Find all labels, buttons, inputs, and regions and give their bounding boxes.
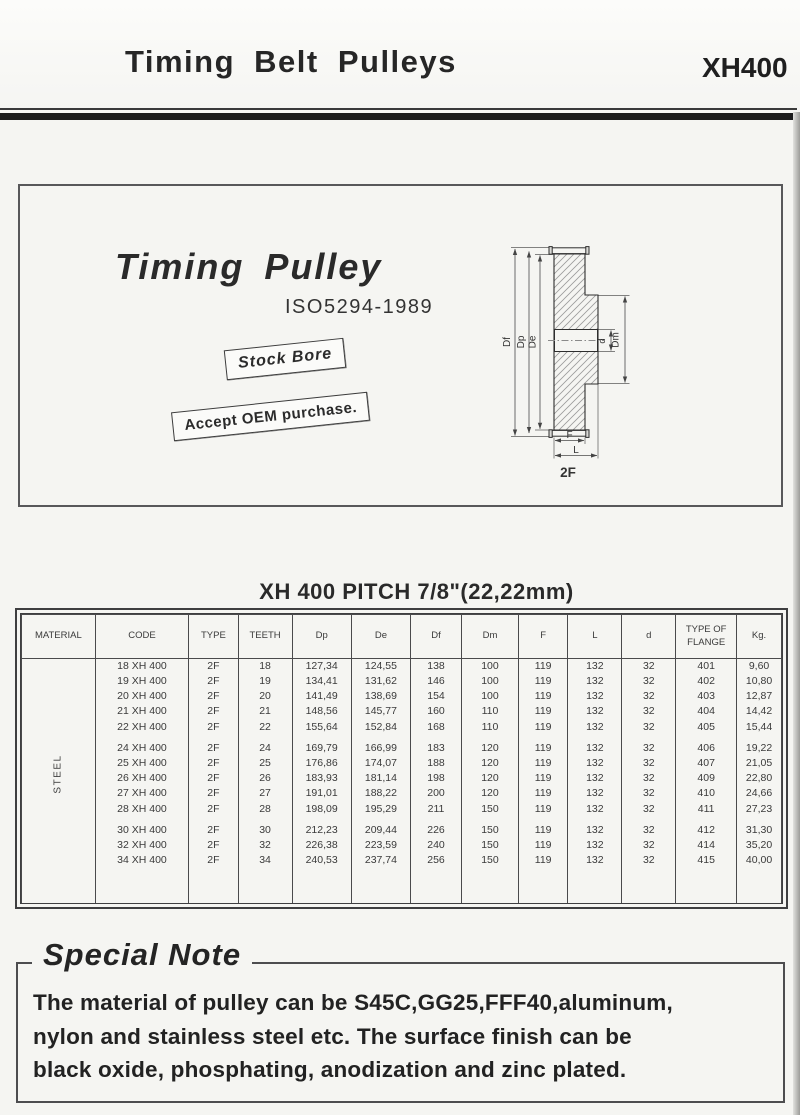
col-header-f: F <box>518 615 567 659</box>
col-header-type: TYPE <box>189 615 238 659</box>
table-cell: 120 <box>461 756 518 771</box>
table-cell: 132 <box>568 705 622 720</box>
table-cell: 2F <box>189 838 238 853</box>
table-cell: 27,23 <box>737 802 782 817</box>
table-cell: 183 <box>411 741 462 756</box>
table-cell: 119 <box>518 787 567 802</box>
table-cell: 119 <box>518 705 567 720</box>
table-cell: 18 <box>238 659 292 675</box>
table-row <box>22 802 782 817</box>
table-cell: 256 <box>411 853 462 868</box>
table-cell: 40,00 <box>737 853 782 868</box>
table-cell: 403 <box>676 689 737 704</box>
table-cell: 134,41 <box>292 674 351 689</box>
table-row <box>22 756 782 771</box>
label-df: Df <box>502 337 513 347</box>
label-f: F <box>566 430 573 441</box>
table-cell: 148,56 <box>292 705 351 720</box>
table-cell: 2F <box>189 853 238 868</box>
header-rule-thick <box>0 113 797 120</box>
table-row <box>22 720 782 735</box>
table-filler-row <box>22 868 782 903</box>
table-row <box>22 838 782 853</box>
table-cell: 415 <box>676 853 737 868</box>
label-dp: Dp <box>516 335 527 349</box>
table-cell: 150 <box>461 853 518 868</box>
table-cell: 18 XH 400 <box>95 659 188 675</box>
table-cell: 2F <box>189 771 238 786</box>
special-note-box <box>16 937 785 1103</box>
table-cell: 2F <box>189 674 238 689</box>
table-cell: 409 <box>676 771 737 786</box>
table-cell: 119 <box>518 674 567 689</box>
col-header-material: MATERIAL <box>22 615 96 659</box>
table-cell: 19,22 <box>737 741 782 756</box>
table-cell: 2F <box>189 756 238 771</box>
oem-badge: Accept OEM purchase. <box>171 392 370 441</box>
table-empty-cell <box>292 868 351 903</box>
col-header-df: Df <box>411 615 462 659</box>
table-cell: 2F <box>189 705 238 720</box>
table-row <box>22 659 782 675</box>
note-line: nylon and stainless steel etc. The surface finish can be <box>33 1023 632 1049</box>
table-cell: 24,66 <box>737 787 782 802</box>
table-row <box>22 741 782 756</box>
table-cell: 138,69 <box>351 689 410 704</box>
table-cell: 27 XH 400 <box>95 787 188 802</box>
table-empty-cell <box>411 868 462 903</box>
table-cell: 22 XH 400 <box>95 720 188 735</box>
table-cell: 127,34 <box>292 659 351 675</box>
table-cell: 150 <box>461 802 518 817</box>
table-empty-cell <box>189 868 238 903</box>
table-empty-cell <box>95 868 188 903</box>
table-cell: 132 <box>568 689 622 704</box>
table-cell: 226,38 <box>292 838 351 853</box>
table-cell: 168 <box>411 720 462 735</box>
table-cell: 132 <box>568 853 622 868</box>
table-cell: 32 <box>622 659 676 675</box>
label-d: d <box>597 338 608 344</box>
table-cell: 110 <box>461 705 518 720</box>
table-cell: 119 <box>518 720 567 735</box>
table-empty-cell <box>238 868 292 903</box>
spec-table-inner-frame <box>20 613 783 904</box>
table-cell: 2F <box>189 787 238 802</box>
note-line: The material of pulley can be S45C,GG25,FFF40,aluminum, <box>33 990 673 1015</box>
table-cell: 32 <box>622 802 676 817</box>
table-cell: 119 <box>518 838 567 853</box>
table-cell: 100 <box>461 674 518 689</box>
label-dm: Dm <box>610 332 622 348</box>
table-cell: 141,49 <box>292 689 351 704</box>
col-header-dp: Dp <box>292 615 351 659</box>
table-cell: 119 <box>518 689 567 704</box>
table-row <box>22 853 782 868</box>
table-cell: 240,53 <box>292 853 351 868</box>
table-row <box>22 823 782 838</box>
table-cell: 28 XH 400 <box>95 802 188 817</box>
col-header-teeth: TEETH <box>238 615 292 659</box>
table-cell: 24 <box>238 741 292 756</box>
table-cell: 131,62 <box>351 674 410 689</box>
table-cell: 100 <box>461 659 518 675</box>
table-cell: 119 <box>518 756 567 771</box>
table-cell: 146 <box>411 674 462 689</box>
table-cell: 412 <box>676 823 737 838</box>
table-cell: 119 <box>518 659 567 675</box>
table-cell: 30 XH 400 <box>95 823 188 838</box>
table-cell: 150 <box>461 838 518 853</box>
table-cell: 32 <box>622 705 676 720</box>
table-cell: 32 <box>622 689 676 704</box>
page-edge-shadow <box>793 112 800 1115</box>
col-header-l: L <box>568 615 622 659</box>
table-cell: 405 <box>676 720 737 735</box>
table-cell: 32 <box>622 720 676 735</box>
table-cell: 211 <box>411 802 462 817</box>
table-cell: 132 <box>568 823 622 838</box>
table-cell: 132 <box>568 674 622 689</box>
table-cell: 407 <box>676 756 737 771</box>
table-cell: 100 <box>461 689 518 704</box>
table-cell: 24 XH 400 <box>95 741 188 756</box>
table-cell: 31,30 <box>737 823 782 838</box>
table-row <box>22 705 782 720</box>
table-cell: 34 XH 400 <box>95 853 188 868</box>
table-cell: 226 <box>411 823 462 838</box>
table-cell: 119 <box>518 823 567 838</box>
table-cell: 132 <box>568 741 622 756</box>
col-header-code: CODE <box>95 615 188 659</box>
intro-box <box>18 184 783 507</box>
table-cell: 212,23 <box>292 823 351 838</box>
table-cell: 223,59 <box>351 838 410 853</box>
table-cell: 176,86 <box>292 756 351 771</box>
table-cell: 19 XH 400 <box>95 674 188 689</box>
table-cell: 120 <box>461 771 518 786</box>
table-row <box>22 787 782 802</box>
table-cell: 132 <box>568 720 622 735</box>
col-header-dm: Dm <box>461 615 518 659</box>
table-cell: 32 <box>622 823 676 838</box>
table-empty-cell <box>737 868 782 903</box>
table-cell: 32 <box>622 756 676 771</box>
table-cell: 12,87 <box>737 689 782 704</box>
table-cell: 150 <box>461 823 518 838</box>
stock-bore-badge: Stock Bore <box>224 338 347 380</box>
table-cell: 181,14 <box>351 771 410 786</box>
intro-title: Timing Pulley <box>115 246 383 287</box>
page-title: Timing Belt Pulleys <box>125 44 457 79</box>
table-cell: 20 <box>238 689 292 704</box>
table-cell: 32 <box>622 838 676 853</box>
table-cell: 32 <box>622 674 676 689</box>
table-cell: 32 <box>622 741 676 756</box>
table-cell: 132 <box>568 659 622 675</box>
table-cell: 2F <box>189 659 238 675</box>
table-cell: 22,80 <box>737 771 782 786</box>
table-cell: 25 <box>238 756 292 771</box>
table-cell: 119 <box>518 853 567 868</box>
table-empty-cell <box>568 868 622 903</box>
table-cell: 174,07 <box>351 756 410 771</box>
table-cell: 25 XH 400 <box>95 756 188 771</box>
table-cell: 22 <box>238 720 292 735</box>
table-cell: 119 <box>518 741 567 756</box>
table-cell: 191,01 <box>292 787 351 802</box>
table-cell: 119 <box>518 771 567 786</box>
table-cell: 32 <box>622 787 676 802</box>
model-code: XH400 <box>702 52 788 83</box>
table-cell: 32 <box>622 853 676 868</box>
iso-standard: ISO5294-1989 <box>285 296 434 318</box>
header-rule-thin <box>0 108 797 110</box>
table-row <box>22 689 782 704</box>
table-cell: 120 <box>461 741 518 756</box>
special-note-title: Special Note <box>32 937 252 973</box>
table-empty-cell <box>518 868 567 903</box>
table-empty-cell <box>351 868 410 903</box>
table-cell: 2F <box>189 823 238 838</box>
table-cell: 32 <box>622 771 676 786</box>
spec-table-frame <box>15 608 788 909</box>
table-cell: 15,44 <box>737 720 782 735</box>
diagram-caption: 2F <box>560 465 576 480</box>
pulley-table-body <box>22 659 782 904</box>
col-header-de: De <box>351 615 410 659</box>
table-header-row <box>22 615 782 659</box>
table-cell: 19 <box>238 674 292 689</box>
table-cell: 132 <box>568 756 622 771</box>
material-cell <box>22 659 96 904</box>
table-cell: 120 <box>461 787 518 802</box>
table-cell: 195,29 <box>351 802 410 817</box>
col-header-kg: Kg. <box>737 615 782 659</box>
table-cell: 35,20 <box>737 838 782 853</box>
table-cell: 154 <box>411 689 462 704</box>
special-note-text <box>33 986 773 1087</box>
table-cell: 2F <box>189 720 238 735</box>
table-cell: 402 <box>676 674 737 689</box>
table-cell: 21 XH 400 <box>95 705 188 720</box>
label-de: De <box>527 335 539 349</box>
table-cell: 169,79 <box>292 741 351 756</box>
table-cell: 132 <box>568 838 622 853</box>
table-cell: 414 <box>676 838 737 853</box>
table-cell: 152,84 <box>351 720 410 735</box>
table-cell: 124,55 <box>351 659 410 675</box>
table-cell: 20 XH 400 <box>95 689 188 704</box>
table-cell: 188 <box>411 756 462 771</box>
table-cell: 132 <box>568 802 622 817</box>
col-header-d: d <box>622 615 676 659</box>
table-cell: 404 <box>676 705 737 720</box>
table-cell: 183,93 <box>292 771 351 786</box>
table-cell: 10,80 <box>737 674 782 689</box>
material-label: STEEL <box>52 754 64 794</box>
table-cell: 138 <box>411 659 462 675</box>
table-row <box>22 674 782 689</box>
table-cell: 21,05 <box>737 756 782 771</box>
table-cell: 110 <box>461 720 518 735</box>
table-cell: 410 <box>676 787 737 802</box>
table-cell: 198,09 <box>292 802 351 817</box>
table-cell: 132 <box>568 787 622 802</box>
table-cell: 411 <box>676 802 737 817</box>
table-empty-cell <box>676 868 737 903</box>
table-cell: 401 <box>676 659 737 675</box>
table-cell: 2F <box>189 802 238 817</box>
table-cell: 209,44 <box>351 823 410 838</box>
table-cell: 32 <box>238 838 292 853</box>
table-cell: 119 <box>518 802 567 817</box>
table-cell: 30 <box>238 823 292 838</box>
table-cell: 160 <box>411 705 462 720</box>
label-l: L <box>573 445 579 456</box>
table-cell: 28 <box>238 802 292 817</box>
pulley-cross-section-diagram <box>487 194 662 494</box>
table-cell: 2F <box>189 741 238 756</box>
table-cell: 198 <box>411 771 462 786</box>
note-line: black oxide, phosphating, anodization and zinc plated. <box>33 1057 627 1082</box>
table-cell: 34 <box>238 853 292 868</box>
table-row <box>22 771 782 786</box>
table-cell: 32 XH 400 <box>95 838 188 853</box>
table-cell: 200 <box>411 787 462 802</box>
table-cell: 27 <box>238 787 292 802</box>
table-cell: 237,74 <box>351 853 410 868</box>
table-cell: 2F <box>189 689 238 704</box>
table-cell: 155,64 <box>292 720 351 735</box>
table-cell: 240 <box>411 838 462 853</box>
table-cell: 14,42 <box>737 705 782 720</box>
table-cell: 21 <box>238 705 292 720</box>
table-empty-cell <box>461 868 518 903</box>
table-cell: 145,77 <box>351 705 410 720</box>
table-cell: 132 <box>568 771 622 786</box>
table-cell: 9,60 <box>737 659 782 675</box>
table-cell: 406 <box>676 741 737 756</box>
table-cell: 26 <box>238 771 292 786</box>
table-empty-cell <box>622 868 676 903</box>
table-title: XH 400 PITCH 7/8"(22,22mm) <box>259 579 574 604</box>
spec-table <box>21 614 782 903</box>
col-header-flange: TYPE OF FLANGE <box>676 615 737 659</box>
table-cell: 188,22 <box>351 787 410 802</box>
table-cell: 166,99 <box>351 741 410 756</box>
table-cell: 26 XH 400 <box>95 771 188 786</box>
